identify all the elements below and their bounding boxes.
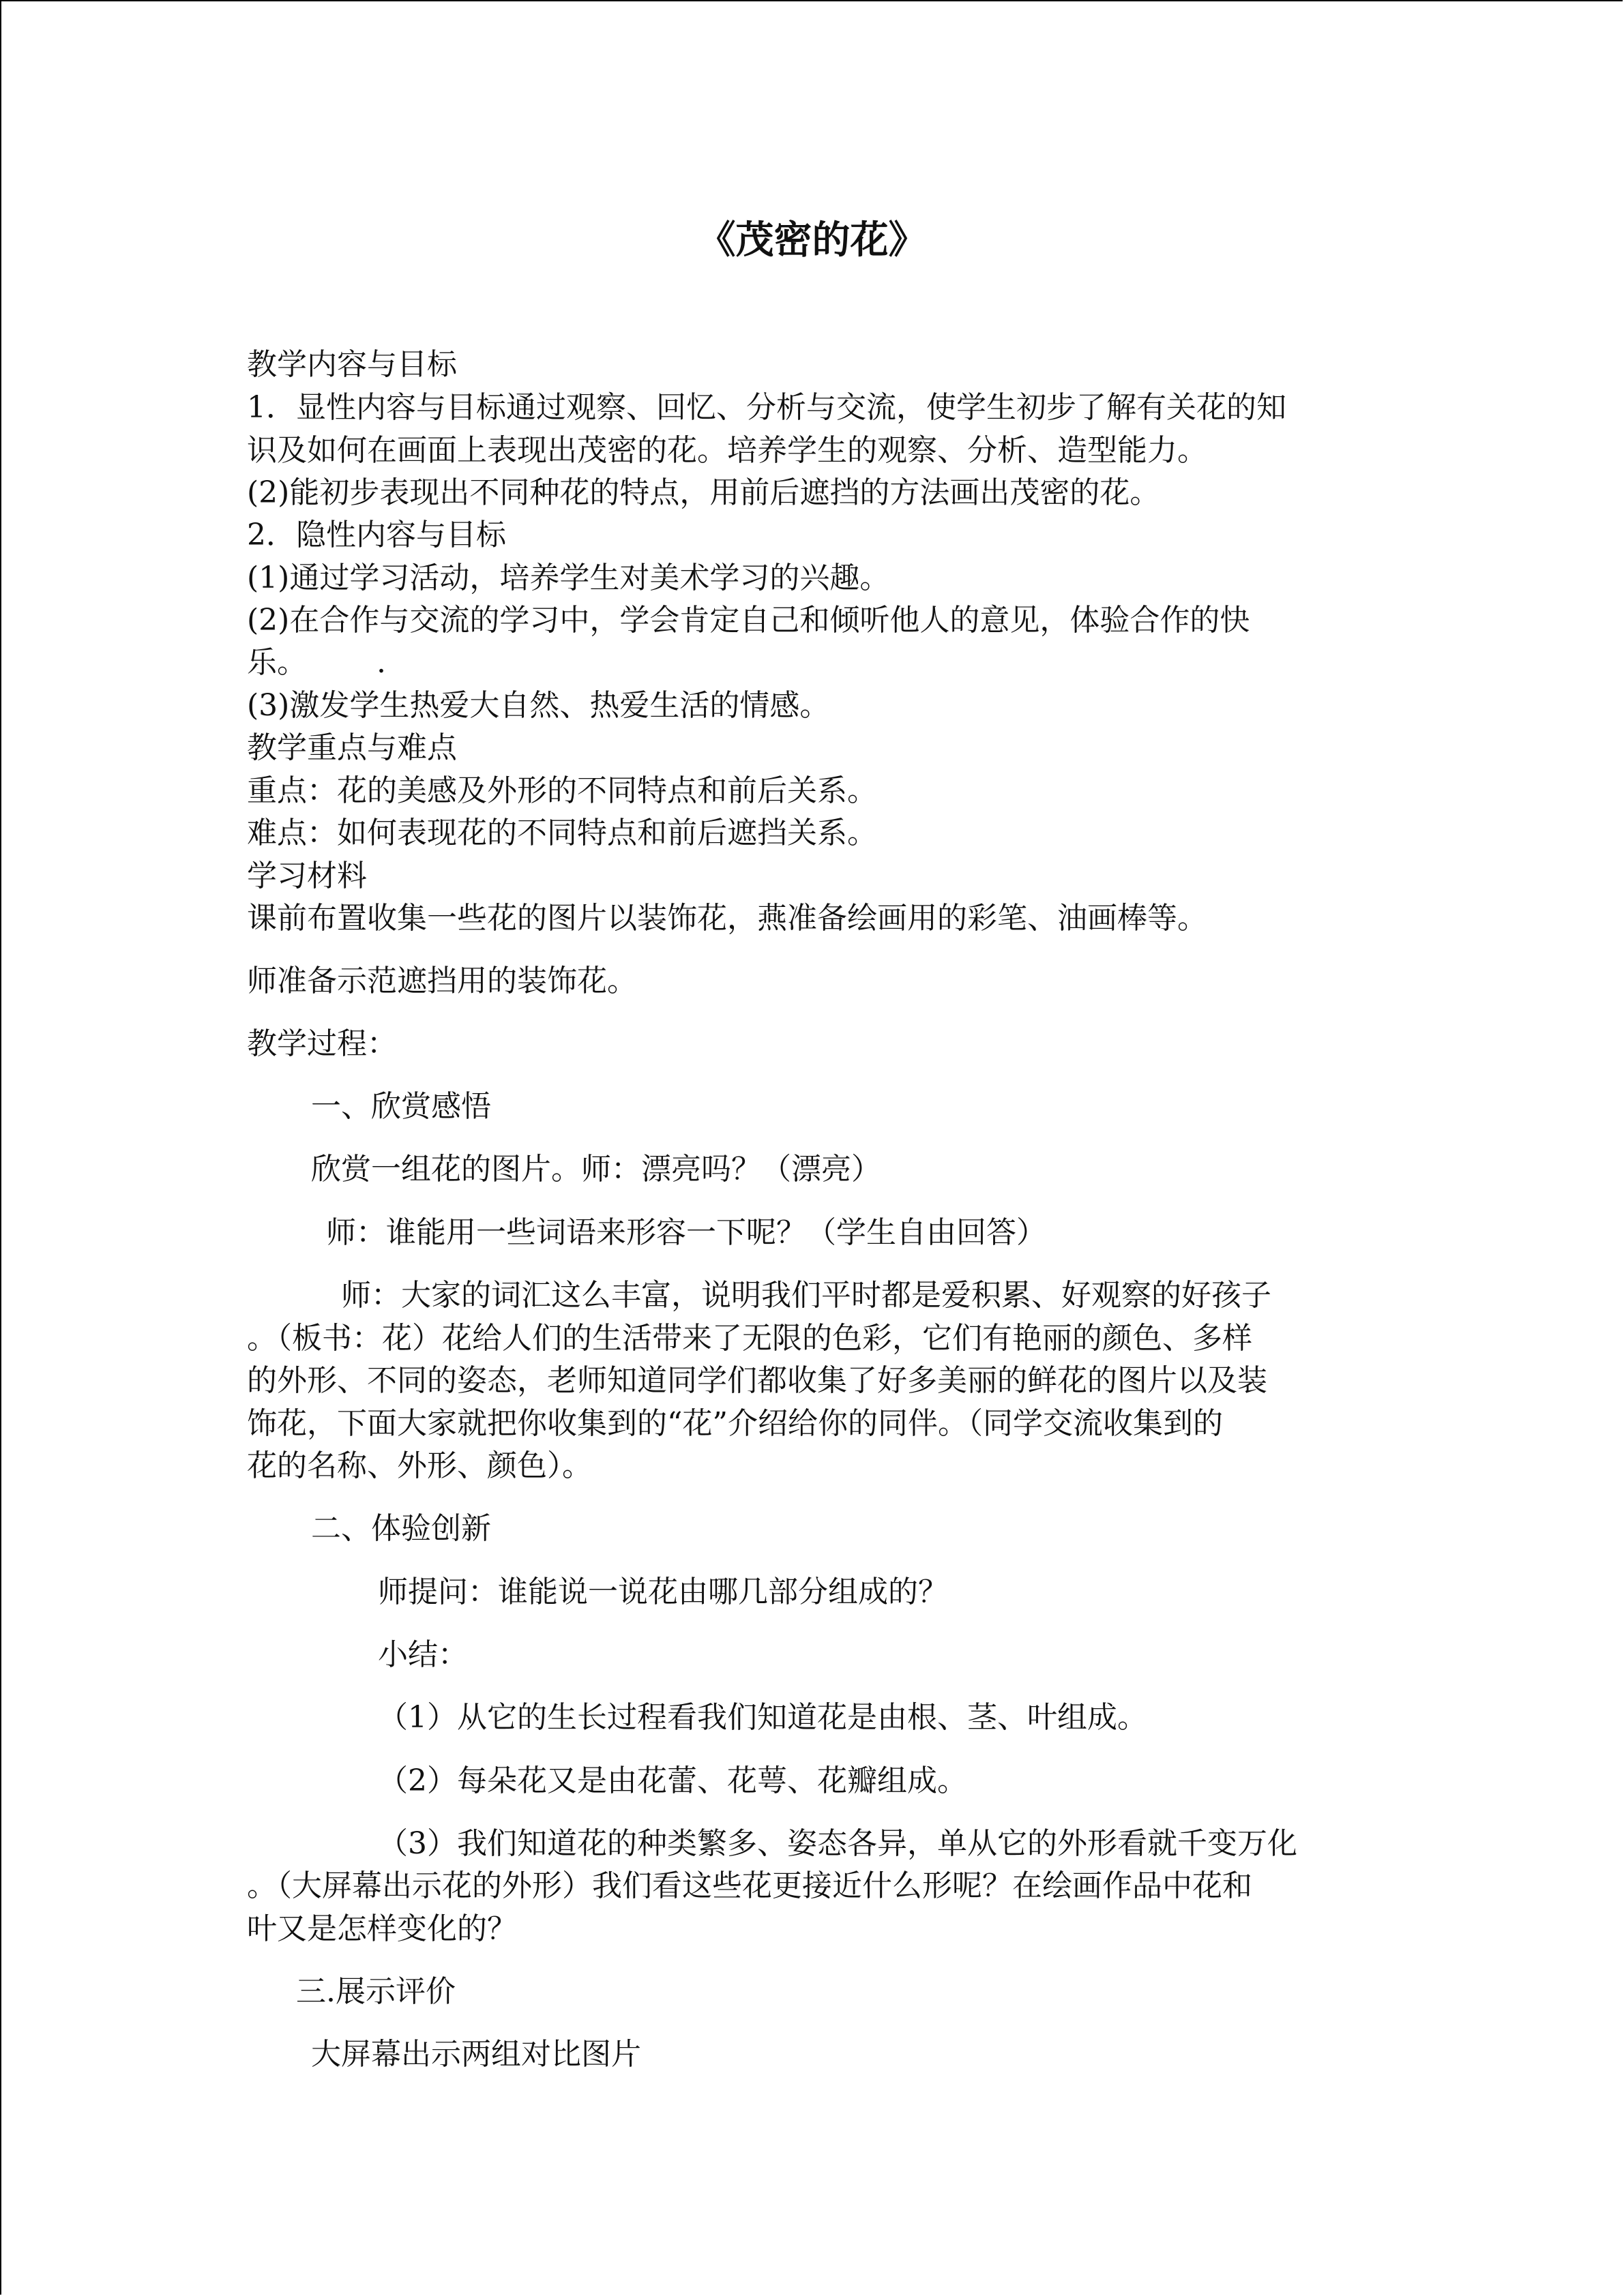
- section-heading: 学习材料: [247, 859, 367, 893]
- text-line: (2)能初步表现出不同种花的特点，用前后遮挡的方法画出茂密的花。: [247, 475, 1160, 510]
- document-title: 《茂密的花》: [697, 218, 927, 263]
- text-line: 。（大屏幕出示花的外形）我们看这些花更接近什么形呢？在绘画作品中花和: [247, 1868, 1252, 1903]
- section-heading: 一、欣赏感悟: [311, 1089, 491, 1124]
- text-line: 叶又是怎样变化的？: [247, 1911, 517, 1946]
- section-heading: 2．隐性内容与目标: [247, 518, 506, 552]
- text-line: 大屏幕出示两组对比图片: [311, 2037, 641, 2072]
- text-line: (1)通过学习活动，培养学生对美术学习的兴趣。: [247, 561, 890, 595]
- text-line: 乐。 .: [247, 645, 386, 680]
- section-heading: 三.展示评价: [296, 1974, 456, 2009]
- text-line: 识及如何在画面上表现出茂密的花。培养学生的观察、分析、造型能力。: [247, 433, 1207, 468]
- text-line: 难点：如何表现花的不同特点和前后遮挡关系。: [247, 816, 877, 850]
- text-line: 师准备示范遮挡用的装饰花。: [247, 964, 637, 998]
- section-heading: 教学过程：: [247, 1026, 397, 1061]
- text-line: 。（板书：花）花给人们的生活带来了无限的色彩，它们有艳丽的颜色、多样: [247, 1321, 1252, 1356]
- text-line: 的外形、不同的姿态，老师知道同学们都收集了好多美丽的鲜花的图片以及装: [247, 1363, 1267, 1398]
- text-line: 花的名称、外形、颜色）。: [247, 1448, 592, 1483]
- text-line: 欣赏一组花的图片。师：漂亮吗？（漂亮）: [311, 1152, 881, 1187]
- text-line: 师：谁能用一些词语来形容一下呢？（学生自由回答）: [326, 1215, 1046, 1250]
- text-line: 师提问：谁能说一说花由哪几部分组成的？: [378, 1575, 948, 1609]
- section-heading: 二、体验创新: [311, 1511, 491, 1546]
- text-line: （1）从它的生长过程看我们知道花是由根、茎、叶组成。: [378, 1700, 1147, 1735]
- section-heading: 教学内容与目标: [247, 347, 457, 382]
- text-line: （3）我们知道花的种类繁多、姿态各异，单从它的外形看就千变万化: [378, 1826, 1297, 1861]
- text-line: 重点：花的美感及外形的不同特点和前后关系。: [247, 773, 877, 808]
- text-line: 师：大家的词汇这么丰富，说明我们平时都是爱积累、好观察的好孩子: [341, 1278, 1271, 1313]
- section-heading: 教学重点与难点: [247, 730, 457, 765]
- text-line: 1．显性内容与目标通过观察、回忆、分析与交流，使学生初步了解有关花的知: [247, 390, 1286, 425]
- text-line: （2）每朵花又是由花蕾、花萼、花瓣组成。: [378, 1763, 967, 1798]
- text-line: 饰花，下面大家就把你收集到的“花”介绍给你的同伴。（同学交流收集到的: [247, 1406, 1223, 1441]
- text-line: 小结：: [378, 1637, 468, 1672]
- text-line: 课前布置收集一些花的图片以装饰花，燕准备绘画用的彩笔、油画棒等。: [247, 901, 1207, 936]
- text-line: (2)在合作与交流的学习中，学会肯定自己和倾听他人的意见，体验合作的快: [247, 603, 1250, 638]
- text-line: (3)激发学生热爱大自然、热爱生活的情感。: [247, 688, 830, 723]
